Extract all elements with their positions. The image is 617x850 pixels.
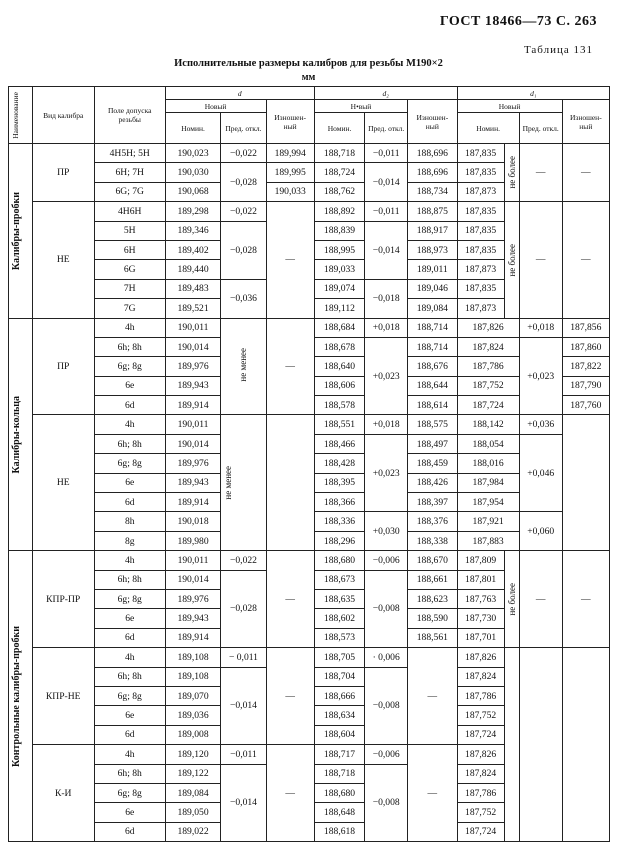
table-row: 6g; 8g 189,070 188,666 187,786 xyxy=(9,686,610,705)
table-row: 6g; 8g 189,084 188,680 187,786 xyxy=(9,783,610,802)
col-pole: Поле допуска резьбы xyxy=(94,87,165,144)
table-row: 6d 189,008 188,604 187,724 xyxy=(9,725,610,744)
d1-new: Новый xyxy=(457,100,562,113)
table-unit: мм xyxy=(301,72,316,83)
col-d1: d₁ xyxy=(457,87,609,100)
d2-izn: Изношен- ный xyxy=(408,100,457,144)
d-nom: Номин. xyxy=(165,113,221,144)
kind-label: НЕ xyxy=(32,202,94,318)
table-row: НЕ 4h 190,011 не менее 188,551 +0,018 188,575 188,142 +0,036 xyxy=(9,415,610,434)
table-row: 7H 189,483 −0,036 189,074 −0,018 189,046 187,835 xyxy=(9,279,610,298)
table-row: 6d 189,022 188,618 187,724 xyxy=(9,822,610,841)
kind-label: КПР-ПР xyxy=(32,551,94,648)
col-d2: d₂ xyxy=(314,87,457,100)
table-row: 6h; 8h 189,122 −0,014 188,718 −0,008 187,824 xyxy=(9,764,610,783)
table-row: 6H 189,402 188,995 188,973 187,835 xyxy=(9,240,610,259)
d2-new: Н•вый xyxy=(314,100,407,113)
table-row: 7G 189,521 189,112 189,084 187,873 xyxy=(9,299,610,318)
table-row: К-И 4h 189,120 −0,011 — 188,717 −0,006 — 187,826 xyxy=(9,745,610,764)
d-pred: Пред. откл. xyxy=(221,113,266,144)
d-izn: Изношен- ный xyxy=(266,100,314,144)
table-row: 6g; 8g 189,976 188,428 188,459 188,016 xyxy=(9,454,610,473)
d-new: Новый xyxy=(165,100,266,113)
col-d: d xyxy=(165,87,314,100)
group-label: Контрольные калибры-пробки xyxy=(11,625,22,767)
d1-pred: Пред. откл. xyxy=(519,113,562,144)
table-row: 6h; 8h 190,014 188,466 +0,023 188,497 188,054 +0,046 xyxy=(9,434,610,453)
table-row: Калибры-пробки ПР 4H5H; 5H 190,023 −0,022 189,994 188,718 −0,011 188,696 187,835 не более — — xyxy=(9,144,610,163)
kind-label: НЕ xyxy=(32,415,94,551)
table-row: 6H; 7H 190,030 −0,028 189,995 188,724 −0,014 188,696 187,835 xyxy=(9,163,610,182)
d2-pred: Пред. откл. xyxy=(365,113,408,144)
kind-label: К-И xyxy=(32,745,94,842)
table-row: 6g; 8g 189,976 188,640 188,676 187,786 187,822 xyxy=(9,357,610,376)
table-title: Исполнительные размеры калибров для резьбы М190×2 xyxy=(174,58,443,69)
group-label: Калибры-пробки xyxy=(11,191,22,270)
table-number: Таблица 131 xyxy=(523,44,593,56)
page-header: ГОСТ 18466—73 С. 263 xyxy=(439,14,597,29)
table-row: НЕ 4H6H 189,298 −0,022 — 188,892 −0,011 188,875 187,835 не более — — xyxy=(9,202,610,221)
table-row: 6g; 8g 189,976 188,635 188,623 187,763 xyxy=(9,589,610,608)
table-row: 8h 190,018 188,336 +0,030 188,376 187,921 +0,060 xyxy=(9,512,610,531)
table-row: 6e 189,943 188,606 188,644 187,752 187,790 xyxy=(9,376,610,395)
table-row: 5H 189,346 −0,028 188,839 −0,014 188,917 187,835 xyxy=(9,221,610,240)
table-row: 6h; 8h 189,108 −0,014 188,704 −0,008 187,824 xyxy=(9,667,610,686)
d1-izn: Изношен- ный xyxy=(562,100,609,144)
table-row: 6G; 7G 190,068 190,033 188,762 188,734 187,873 xyxy=(9,182,610,201)
table-row: 6d 189,914 188,578 188,614 187,724 187,760 xyxy=(9,396,610,415)
kind-label: ПР xyxy=(32,144,94,202)
d1-nom: Номин. xyxy=(457,113,519,144)
table-row: 6d 189,914 188,573 188,561 187,701 xyxy=(9,628,610,647)
table-row: Калибры-кольца ПР 4h 190,011 не менее — 188,684 +0,018 188,714 187,826 +0,018 187,856 xyxy=(9,318,610,337)
table-row: 8g 189,980 188,296 188,338 187,883 xyxy=(9,531,610,550)
d2-nom: Номин. xyxy=(314,113,364,144)
table-row: 6e 189,943 188,395 188,426 187,984 xyxy=(9,473,610,492)
table-row: 6d 189,914 188,366 188,397 187,954 xyxy=(9,493,610,512)
table-row: 6e 189,050 188,648 187,752 xyxy=(9,803,610,822)
table-row: Контрольные калибры-пробки КПР-ПР 4h 190,011 −0,022 — 188,680 −0,006 188,670 187,809 не более — — xyxy=(9,551,610,570)
col-naim: Наименование xyxy=(9,87,33,144)
kind-label: КПР-НЕ xyxy=(32,648,94,745)
table-row: 6h; 8h 190,014 −0,028 188,673 −0,008 188,661 187,801 xyxy=(9,570,610,589)
table-row: 6e 189,943 188,602 188,590 187,730 xyxy=(9,609,610,628)
dimensions-table xyxy=(8,86,610,842)
table-row: 6e 189,036 188,634 187,752 xyxy=(9,706,610,725)
group-label: Калибры-кольца xyxy=(11,395,22,474)
col-vid: Вид калибра xyxy=(32,87,94,144)
kind-label: ПР xyxy=(32,318,94,415)
table-row: КПР-НЕ 4h 189,108 − 0,011 — 188,705 · 0,006 — 187,826 xyxy=(9,648,610,667)
table-row: 6G 189,440 189,033 189,011 187,873 xyxy=(9,260,610,279)
table-row: 6h; 8h 190,014 188,678 +0,023 188,714 187,824 +0,023 187,860 xyxy=(9,337,610,356)
